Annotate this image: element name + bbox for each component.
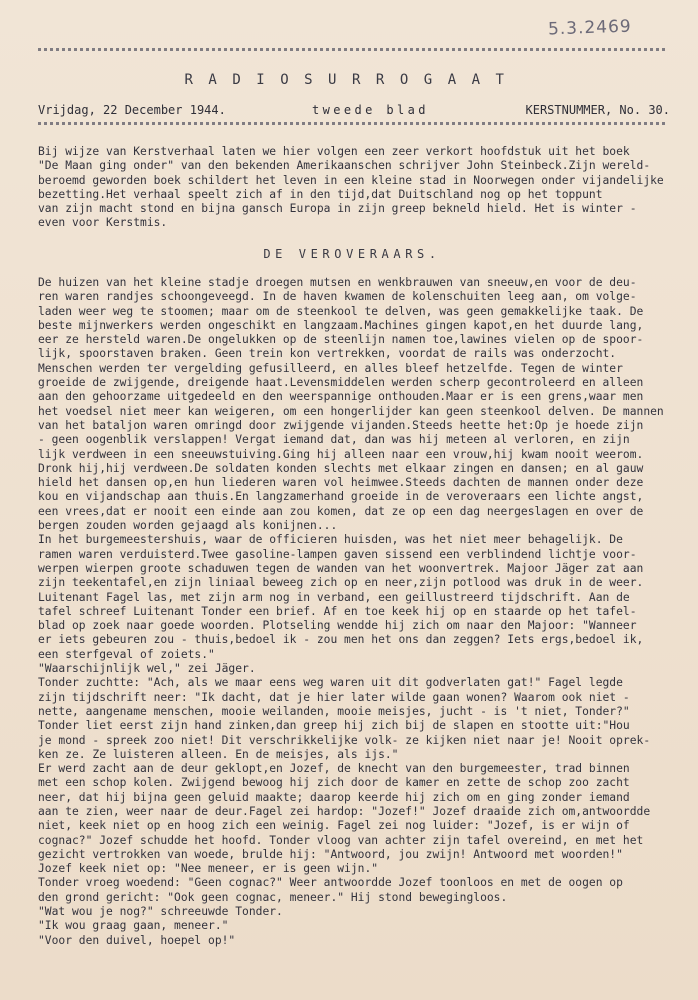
story-line: met een schop kolen. Zwijgend bewoog hij zich door de kamer en zette de schop zoo zacht <box>38 776 630 790</box>
story-line: een sterfgeval of zoiets." <box>38 647 215 661</box>
story-line: In het burgemeestershuis, waar de officieren huisden, was het niet meer behagelijk. De <box>38 533 623 547</box>
sheet-label: tweede blad <box>312 103 429 117</box>
story-line: niet, keek niet op en hoog zich een weinig. Fagel zei nog luider: "Jozef, is er wijn of <box>38 819 630 833</box>
story-line: Tonder zuchtte: "Ach, als we maar eens weg waren uit dit godverlaten gat!" Fagel legde <box>38 676 623 690</box>
story-line: zijn tijdschrift neer: "Ik dacht, dat je hier later wilde gaan wonen? Waarom ook niet - <box>38 690 630 704</box>
top-dotted-rule <box>38 48 666 51</box>
story-line: laden weer weg te stoomen; maar om de steenkool te delven, was geen gemakkelijke taak. De <box>38 304 644 318</box>
intro-line: even voor Kerstmis. <box>38 216 168 230</box>
story-line: Tonder liet eerst zijn hand zinken,dan greep hij zich bij de slapen en stootte uit:"Hou <box>38 719 630 733</box>
intro-line: Bij wijze van Kerstverhaal laten we hier volgen een zeer verkort hoofdstuk uit het boek <box>38 145 630 158</box>
story-line: De huizen van het kleine stadje droegen mutsen en wenkbrauwen van sneeuw,en voor de deu- <box>38 276 637 289</box>
story-line: neer, dat hij bijna geen geluid maakte; daarop keerde hij zich om en ging zonder iemand <box>38 790 630 804</box>
issue-number: KERSTNUMMER, No. 30. <box>525 103 670 117</box>
intro-line: beroemd geworden boek schildert het leven in een kleine stad in Noorwegen onder vijandelijke <box>38 173 664 187</box>
story-line: "Voor den duivel, hoepel op!" <box>38 933 236 947</box>
masthead-title: RADIOSURROGAAT <box>184 72 520 88</box>
story-line: beste mijnwerkers werden ongeschikt en langzaam.Machines gingen kapot,en het duurde lang, <box>38 318 644 332</box>
intro-paragraph <box>38 145 674 231</box>
story-line: lijk, spoorstaven braken. Geen trein kon vertrekken, voordat de rails was onderzocht. <box>38 347 617 361</box>
story-line: zijn teekentafel,en zijn liniaal beweeg zich op en neer,zijn potlood was druk in de weer. <box>38 576 644 590</box>
story-line: - geen oogenblik verslappen! Vergat iemand dat, dan was hij meteen al verloren, en zijn <box>38 433 630 447</box>
story-line: ken ze. Ze luisteren alleen. En de meisjes, als ijs." <box>38 747 399 761</box>
story-line: Er werd zacht aan de deur geklopt,en Jozef, de knecht van den burgemeester, trad binnen <box>38 762 630 776</box>
story-line: hield het dansen op,en hun liederen waren vol heimwee.Steeds dachten de mannen onder deze <box>38 476 644 490</box>
story-line: van het bataljon waren omringd door zwijgende vijanden.Steeds heette het:Op je hoede zijn <box>38 418 644 432</box>
story-line: eer ze hersteld waren.De ongelukken op de steenlijn namen toe,lawines vielen op de spoor- <box>38 333 644 347</box>
story-line: bergen zouden worden gejaagd als konijnen... <box>38 519 338 533</box>
story-line: lijk verdween in een sneeuwstuiving.Ging hij alleen naar een vrouw,hij kwam nooit weerom. <box>38 447 644 461</box>
story-line: Jozef keek niet op: "Nee meneer, er is geen wijn." <box>38 862 379 876</box>
story-line: "Ik wou graag gaan, meneer." <box>38 919 229 933</box>
intro-line: bezetting.Het verhaal speelt zich af in den tijd,dat Duitschland nog op het toppunt <box>38 187 603 201</box>
story-line: Menschen werden ter vergelding gefusilleerd, en alles bleef hetzelfde. Tegen de winter <box>38 361 623 375</box>
story-line: je mond - spreek zoo niet! Dit verschrikkelijke volk- ze kijken niet naar je! Nooit oprek- <box>38 733 651 747</box>
story-line: Tonder vroeg woedend: "Geen cognac?" Weer antwoordde Jozef toonloos en met de oogen op <box>38 876 623 890</box>
intro-line: "De Maan ging onder" van den bekenden Amerikaanschen schrijver John Steinbeck.Zijn wereld- <box>38 159 651 173</box>
story-line: Luitenant Fagel las, met zijn arm nog in verband, een geillustreerd tijdschrift. Aan de <box>38 590 630 604</box>
story-line: werpen wierpen groote schaduwen tegen de wanden van het woonvertrek. Majoor Jäger zat aan <box>38 561 644 575</box>
story-line: het voedsel niet meer kan weigeren, om een hongerlijder kan geen steenkool delven. De mannen <box>38 404 664 418</box>
masthead-dotted-rule <box>38 122 666 125</box>
story-line: aan te zien, weer naar de deur.Fagel zei hardop: "Jozef!" Jozef draaide zich om,antwoordde <box>38 804 651 818</box>
story-line: ramen waren verduisterd.Twee gasoline-lampen gaven sissend een verblindend lichtje voor- <box>38 547 637 561</box>
story-line: groeide de zwijgende, dreigende haat.Levensmiddelen werden scherp gecontroleerd en alleen <box>38 376 644 390</box>
issue-date: Vrijdag, 22 December 1944. <box>38 103 226 117</box>
story-line: aan den gehoorzame uitgedeeld en den weerspannige onthouden.Maar er is een grens,waar men <box>38 390 644 404</box>
intro-line: van zijn macht stond en bijna gansch Europa in zijn greep bekneld hield. Het is winter - <box>38 202 637 216</box>
story-line: er iets gebeuren zou - thuis,bedoel ik - zou men het ons dan zeggen? Iets ergs,bedoel ik, <box>38 633 644 647</box>
story-line: tafel schreef Luitenant Tonder een brief. Af en toe keek hij op en staarde op het tafel- <box>38 604 637 618</box>
story-line: kou en vijandschap aan thuis.En langzamerhand groeide in de veroveraars een lichte angst, <box>38 490 644 504</box>
story-line: cognac?" Jozef schudde het hoofd. Tonder vloog van achter zijn tafel overeind, en met het <box>38 833 644 847</box>
archive-number: 5.3.2469 <box>547 16 633 40</box>
story-line: blad op zoek naar goede woorden. Plotseling wendde hij zich om naar den Majoor: "Wanneer <box>38 619 637 633</box>
story-line: nette, aangename menschen, mooie weilanden, mooie meisjes, jucht - is 't niet, Tonder?" <box>38 704 630 718</box>
story-body <box>38 276 674 948</box>
story-line: een vrees,dat er nooit een einde aan zou komen, dat ze op een dag neergeslagen en over de <box>38 504 644 518</box>
story-line: ren waren randjes schoongeveegd. In de haven kwamen de kolenschuiten leeg aan, om volge- <box>38 290 637 304</box>
story-line: Dronk hij,hij verdween.De soldaten konden slechts met elkaar zingen en dansen; en al gauw <box>38 461 644 475</box>
story-title: DE VEROVERAARS. <box>263 247 441 261</box>
story-line: gezicht vertrokken van woede, brulde hij: "Antwoord, jou zwijn! Antwoord met woorden!" <box>38 847 623 861</box>
story-line: den grond gericht: "Ook geen cognac, meneer." Hij stond bewegingloos. <box>38 890 508 904</box>
story-line: "Waarschijnlijk wel," zei Jäger. <box>38 662 256 676</box>
story-line: "Wat wou je nog?" schreeuwde Tonder. <box>38 905 283 919</box>
